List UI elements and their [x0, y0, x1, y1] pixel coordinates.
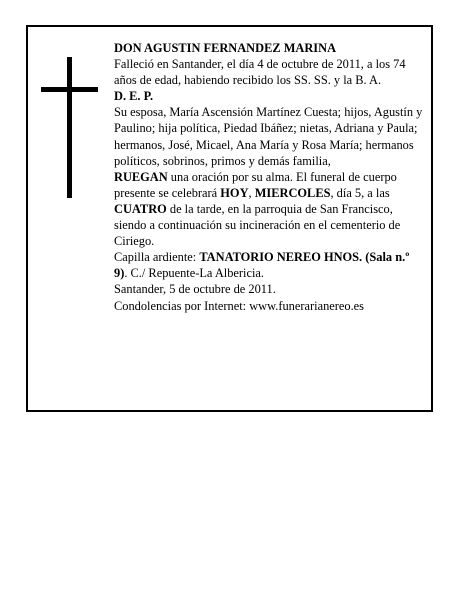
cross-icon — [67, 57, 72, 198]
death-notice: Falleció en Santander, el día 4 de octubre de 2011, a los 74 años de edad, habiendo recibido los SS. SS. y la B. A. — [114, 57, 406, 88]
condolences-line: Condolencias por Internet: www.funerarianereo.es — [114, 298, 365, 313]
request-text-2: , día 5, a las — [330, 185, 390, 200]
room-number: (Sala n.º 9) — [114, 250, 410, 281]
obituary-notice — [26, 25, 433, 412]
funeral-request — [114, 169, 424, 249]
request-text-3: de la tarde, en la parroquia de San Francisco, siendo a continuación su incineración en el cementerio de Ciriego. — [114, 201, 401, 249]
hour-cuatro: CUATRO — [114, 201, 167, 216]
rip-line: D. E. P. — [114, 89, 154, 104]
day-miercoles: MIERCOLES — [254, 185, 331, 200]
deceased-name: DON AGUSTIN FERNANDEZ MARINA — [114, 41, 337, 55]
request-comma: , — [248, 185, 255, 200]
cross-icon-bar — [41, 87, 98, 92]
chapel-label: Capilla ardiente: — [114, 250, 200, 265]
chapel-info — [114, 249, 424, 281]
funeral-home-name: TANATORIO NEREO HNOS. — [199, 250, 363, 265]
request-text-1: una oración por su alma. El funeral de cuerpo presente se celebrará — [114, 169, 397, 200]
ruegan-label: RUEGAN — [114, 169, 168, 184]
obituary-text — [114, 40, 424, 314]
family-list: Su esposa, María Ascensión Martínez Cuesta; hijos, Agustín y Paulino; hija política, Piedad Ibáñez; nietas, Adriana y Paula; hermanos, José, Micael, Ana María y Rosa María; hermanos políticos, sobrinos, primos y demás familia, — [114, 105, 423, 168]
chapel-address: . C./ Repuente-La Albericia. — [124, 266, 265, 281]
place-date: Santander, 5 de octubre de 2011. — [114, 282, 276, 297]
day-hoy: HOY — [220, 185, 249, 200]
